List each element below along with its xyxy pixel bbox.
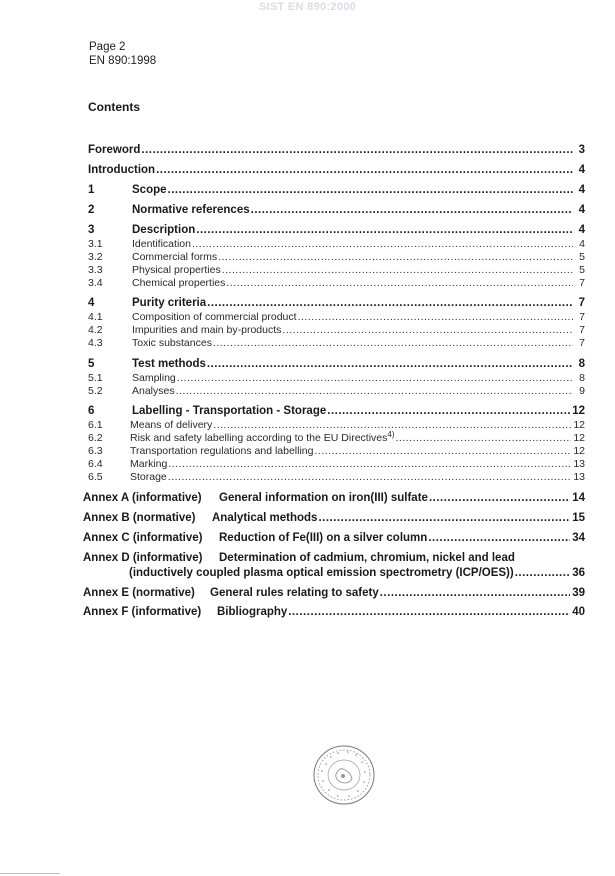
toc-text: Description bbox=[132, 224, 196, 236]
toc-section-2[interactable] bbox=[88, 203, 585, 217]
toc-num: 6.1 bbox=[88, 419, 103, 431]
toc-page: 7 bbox=[579, 324, 585, 336]
page-edge-mark bbox=[0, 873, 60, 874]
toc-page: 12 bbox=[573, 445, 585, 457]
toc-text: Identification bbox=[132, 238, 191, 250]
toc-introduction[interactable] bbox=[88, 163, 585, 177]
toc-page: 4 bbox=[578, 164, 585, 176]
toc-num: 4.3 bbox=[88, 337, 103, 349]
toc-num: 3.3 bbox=[88, 264, 103, 276]
toc-page: 4 bbox=[578, 184, 585, 196]
toc-num: 4.1 bbox=[88, 311, 103, 323]
toc-section-6[interactable] bbox=[88, 404, 585, 418]
toc-section-4-1[interactable] bbox=[88, 310, 585, 324]
toc-page: 12 bbox=[573, 419, 585, 431]
official-seal-icon bbox=[312, 744, 376, 806]
toc-num: 6.5 bbox=[88, 471, 103, 483]
toc-text: Purity criteria bbox=[132, 297, 207, 309]
toc-annex-label: Annex E (normative) bbox=[83, 587, 195, 599]
toc-annex-label: Annex C (informative) bbox=[83, 532, 203, 544]
toc-num: 5 bbox=[88, 358, 95, 370]
toc-page: 3 bbox=[578, 144, 585, 156]
toc-annex-label: Annex F (informative) bbox=[83, 606, 202, 618]
toc-page: 5 bbox=[579, 251, 585, 263]
toc-section-5-1[interactable] bbox=[88, 371, 585, 385]
toc-num: 3.4 bbox=[88, 277, 103, 289]
toc-text: Storage bbox=[130, 471, 167, 483]
toc-num: 3.1 bbox=[88, 238, 103, 250]
toc-section-4-3[interactable] bbox=[88, 336, 585, 350]
toc-section-4[interactable] bbox=[88, 296, 585, 310]
toc-page: 5 bbox=[579, 264, 585, 276]
footnote-marker: 4) bbox=[387, 430, 395, 439]
toc-page: 8 bbox=[578, 358, 585, 370]
toc-text: Introduction bbox=[88, 164, 156, 176]
toc-page: 7 bbox=[579, 277, 585, 289]
toc-text: (inductively coupled plasma optical emission spectrometry (ICP/OES)) bbox=[129, 567, 514, 579]
toc-page: 14 bbox=[572, 492, 585, 504]
toc-text: Impurities and main by-products bbox=[132, 324, 282, 336]
toc-page: 13 bbox=[573, 458, 585, 470]
toc-annex-label: Annex A (informative) bbox=[83, 492, 202, 504]
toc-annex-label: Annex D (informative) bbox=[83, 552, 203, 564]
toc-page: 39 bbox=[572, 587, 585, 599]
page-number: Page 2 bbox=[89, 41, 126, 53]
toc-page: 4 bbox=[579, 238, 585, 250]
toc-annex-d-continued[interactable] bbox=[129, 566, 585, 580]
toc-text: Labelling - Transportation - Storage bbox=[132, 405, 327, 417]
toc-num: 6.2 bbox=[88, 432, 103, 444]
toc-section-1[interactable] bbox=[88, 183, 585, 197]
toc-text: Toxic substances bbox=[132, 337, 212, 349]
toc-text: Bibliography bbox=[217, 606, 288, 618]
toc-num: 1 bbox=[88, 184, 95, 196]
toc-section-4-2[interactable] bbox=[88, 323, 585, 337]
toc-page: 4 bbox=[578, 224, 585, 236]
toc-page: 7 bbox=[578, 297, 585, 309]
toc-section-3-3[interactable] bbox=[88, 263, 585, 277]
toc-text: Transportation regulations and labelling bbox=[130, 445, 314, 457]
toc-text: Chemical properties bbox=[132, 277, 226, 289]
toc-foreword[interactable] bbox=[88, 143, 585, 157]
toc-text: Composition of commercial product bbox=[132, 311, 297, 323]
toc-page: 34 bbox=[572, 532, 585, 544]
toc-page: 40 bbox=[572, 606, 585, 618]
toc-text: Normative references bbox=[132, 204, 250, 216]
toc-text: Means of delivery bbox=[130, 419, 213, 431]
toc-section-6-3[interactable] bbox=[88, 444, 585, 458]
toc-page: 7 bbox=[579, 337, 585, 349]
toc-page: 9 bbox=[579, 385, 585, 397]
toc-text: Scope bbox=[132, 184, 167, 196]
standard-id: EN 890:1998 bbox=[89, 55, 157, 67]
toc-annex-a[interactable] bbox=[83, 491, 585, 505]
toc-section-5-2[interactable] bbox=[88, 384, 585, 398]
toc-section-3[interactable] bbox=[88, 223, 585, 237]
toc-num: 5.2 bbox=[88, 385, 103, 397]
toc-text: General rules relating to safety bbox=[210, 587, 379, 599]
toc-annex-e[interactable] bbox=[83, 586, 585, 600]
toc-num: 3.2 bbox=[88, 251, 103, 263]
toc-text: Analytical methods bbox=[212, 512, 318, 524]
toc-text: General information on iron(III) sulfate bbox=[219, 492, 428, 504]
toc-page: 7 bbox=[579, 311, 585, 323]
toc-annex-b[interactable] bbox=[83, 511, 585, 525]
toc-num: 2 bbox=[88, 204, 95, 216]
toc-page: 12 bbox=[573, 432, 585, 444]
toc-page: 13 bbox=[573, 471, 585, 483]
toc-text: Analyses bbox=[132, 385, 175, 397]
toc-section-3-2[interactable] bbox=[88, 250, 585, 264]
toc-num: 6.4 bbox=[88, 458, 103, 470]
toc-page: 8 bbox=[579, 372, 585, 384]
toc-annex-f[interactable] bbox=[83, 605, 585, 619]
toc-text: Determination of cadmium, chromium, nickel and lead bbox=[219, 552, 515, 564]
toc-annex-d[interactable] bbox=[83, 551, 585, 565]
toc-text: Test methods bbox=[132, 358, 206, 370]
toc-section-6-2[interactable] bbox=[88, 431, 585, 445]
toc-num: 4 bbox=[88, 297, 95, 309]
toc-text: Sampling bbox=[132, 372, 176, 384]
toc-num: 6 bbox=[88, 405, 95, 417]
toc-section-6-4[interactable] bbox=[88, 457, 585, 471]
toc-text: Foreword bbox=[88, 144, 141, 156]
toc-annex-c[interactable] bbox=[83, 531, 585, 545]
toc-text: Marking bbox=[130, 458, 168, 470]
toc-section-3-4[interactable] bbox=[88, 276, 585, 290]
toc-section-6-1[interactable] bbox=[88, 418, 585, 432]
toc-page: 4 bbox=[578, 204, 585, 216]
toc-num: 4.2 bbox=[88, 324, 103, 336]
toc-text: Commercial forms bbox=[132, 251, 218, 263]
toc-text: Physical properties bbox=[132, 264, 221, 276]
toc-page: 36 bbox=[572, 567, 585, 579]
toc-section-3-1[interactable] bbox=[88, 237, 585, 251]
contents-title: Contents bbox=[88, 100, 140, 114]
toc-page: 12 bbox=[572, 405, 585, 417]
toc-num: 5.1 bbox=[88, 372, 103, 384]
toc-num: 3 bbox=[88, 224, 95, 236]
toc-text: Reduction of Fe(III) on a silver column bbox=[219, 532, 428, 544]
toc-section-5[interactable] bbox=[88, 357, 585, 371]
toc-section-6-5[interactable] bbox=[88, 470, 585, 484]
watermark: SIST EN 890:2000 bbox=[258, 1, 357, 13]
toc-text: Risk and safety labelling according to the EU Directives$^{4)}$ bbox=[130, 430, 395, 444]
toc-page: 15 bbox=[572, 512, 585, 524]
toc-num: 6.3 bbox=[88, 445, 103, 457]
toc-annex-label: Annex B (normative) bbox=[83, 512, 196, 524]
